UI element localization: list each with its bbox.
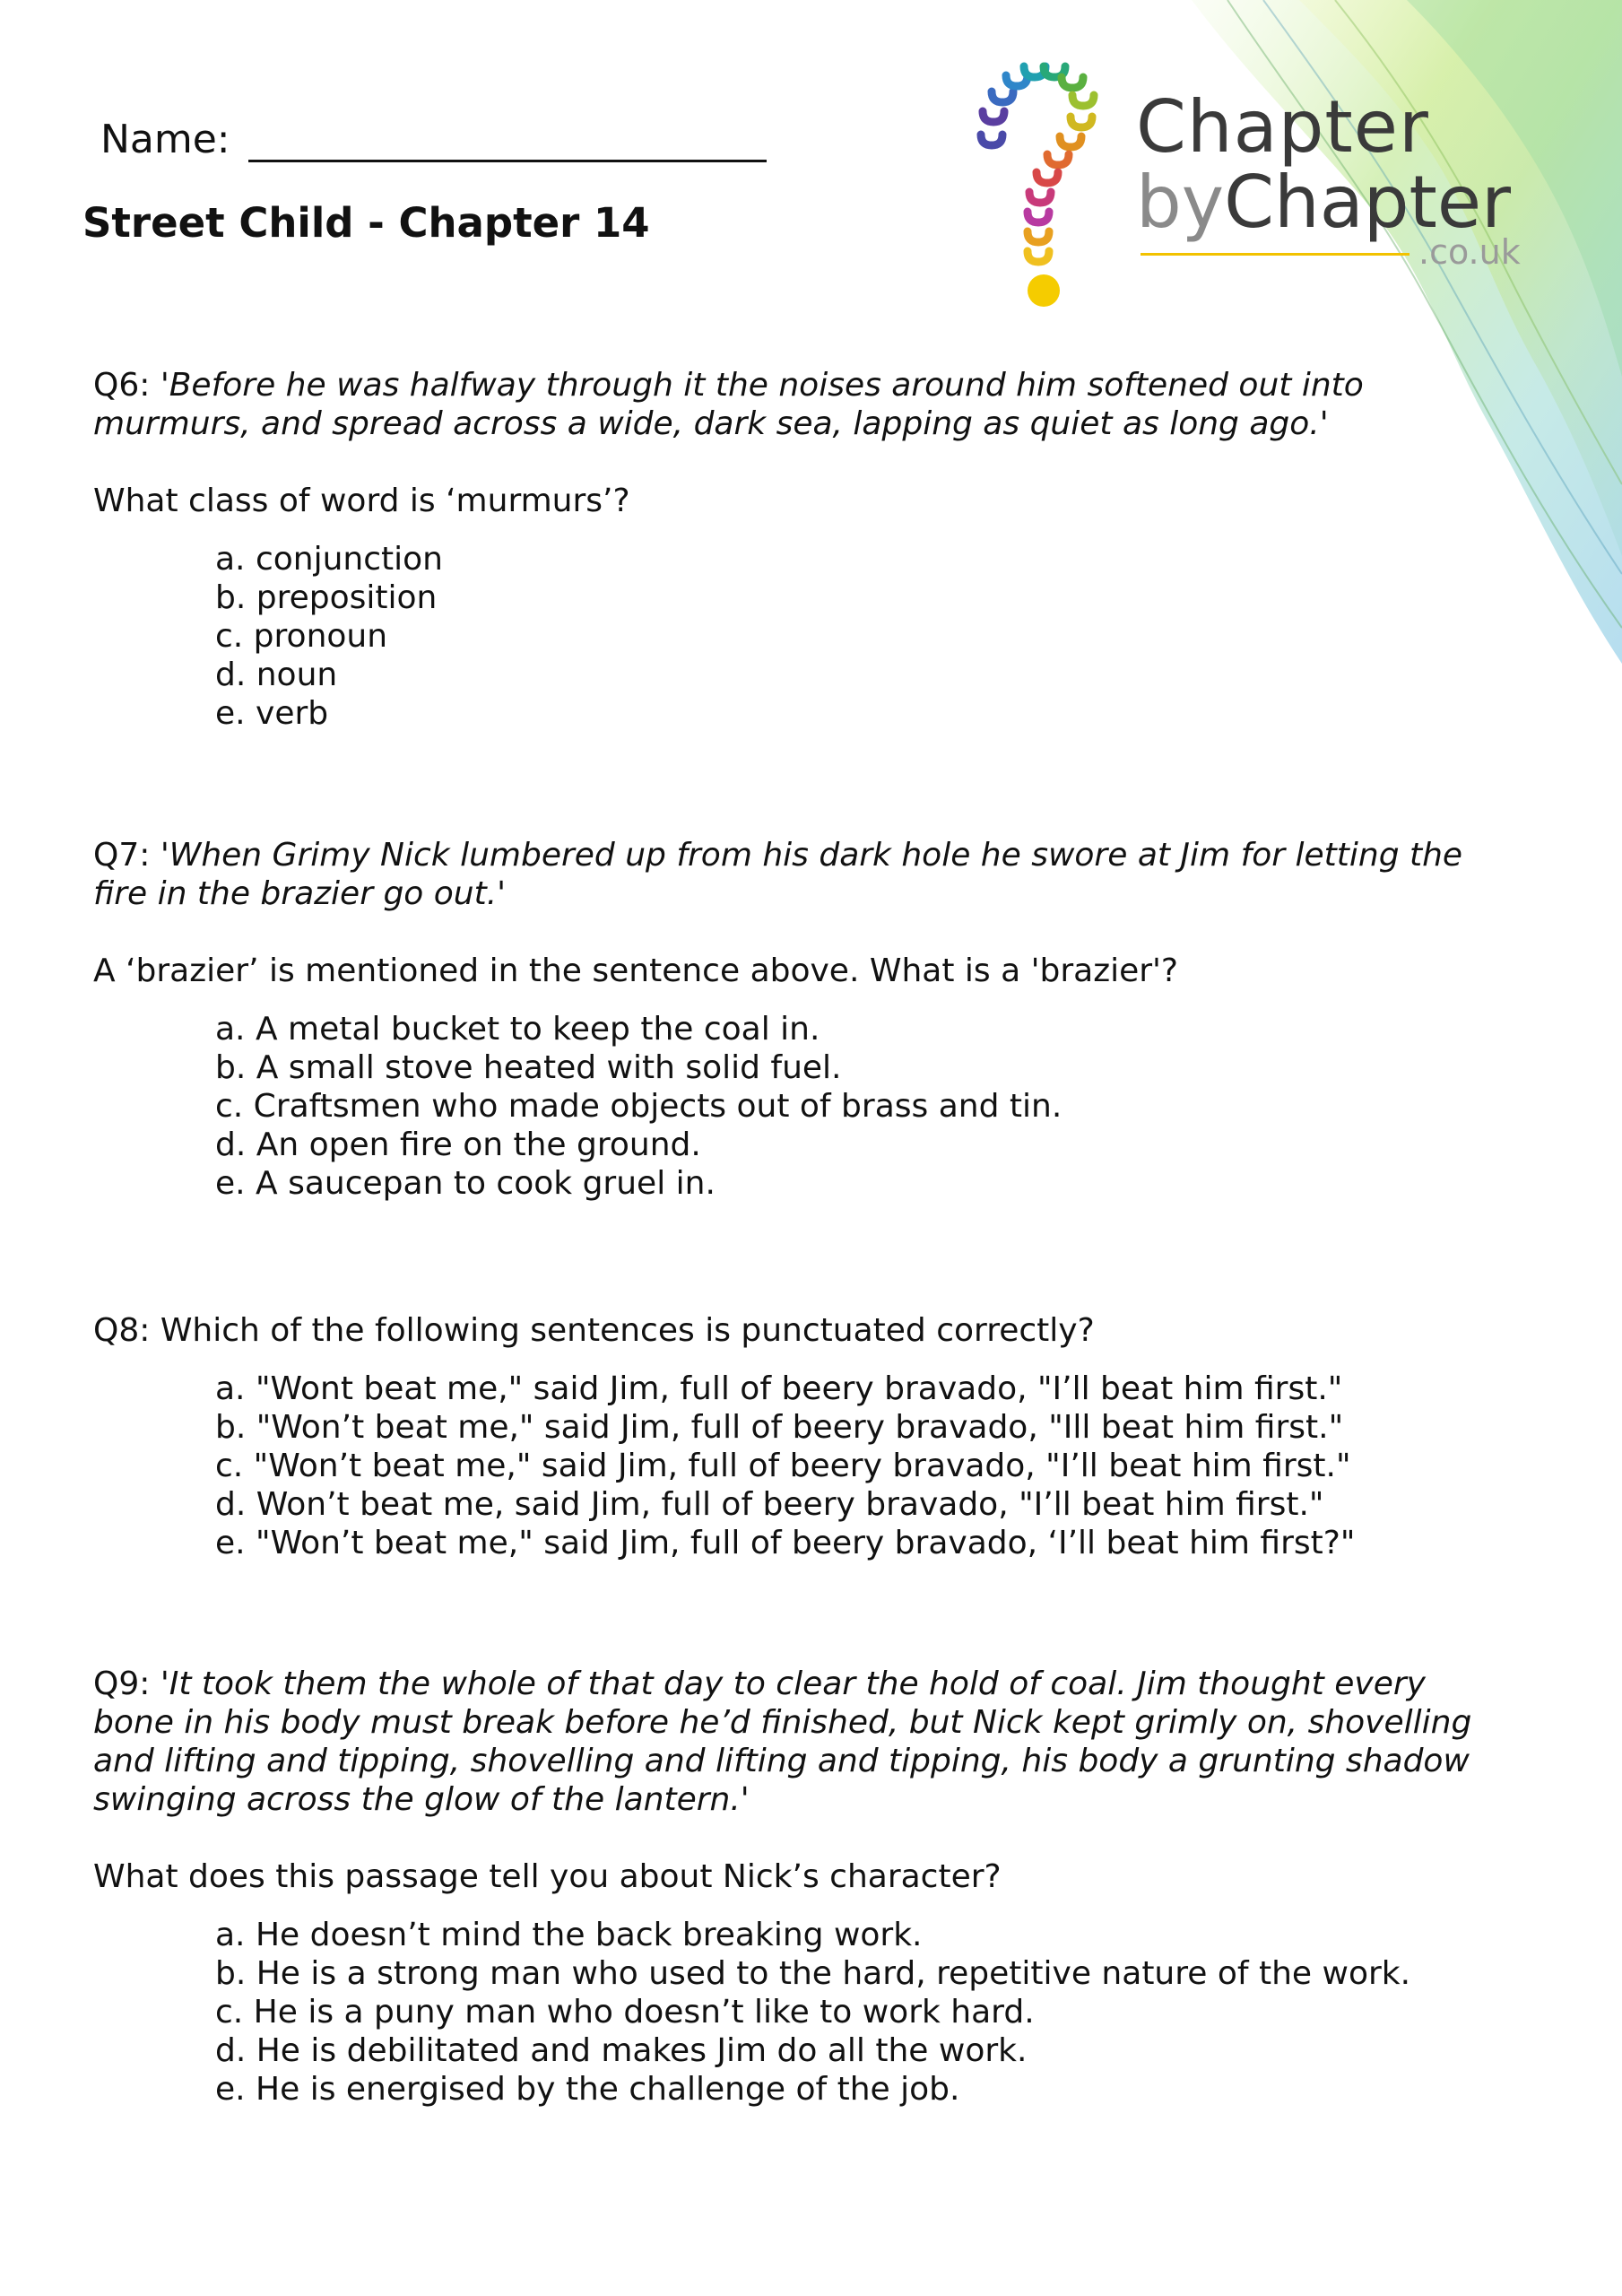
answer-option[interactable]: b. "Won’t beat me," said Jim, full of beery bravado, "Ill beat him first." <box>215 1409 1344 1446</box>
name-field <box>100 117 767 162</box>
answer-options <box>93 1010 1510 1203</box>
logo-domain-suffix: .co.uk <box>1418 232 1521 272</box>
question-9 <box>93 1665 1510 2109</box>
question-stem <box>93 836 1510 913</box>
answer-option[interactable]: a. He doesn’t mind the back breaking work. <box>215 1917 923 1953</box>
answer-options <box>93 540 1510 733</box>
logo-word-chapter-second: Chapter <box>1224 161 1511 244</box>
answer-option[interactable]: a. conjunction <box>215 541 443 578</box>
logo-word-by-chapter <box>1136 161 1511 244</box>
question-6 <box>93 366 1510 733</box>
answer-option[interactable]: a. A metal bucket to keep the coal in. <box>215 1011 820 1048</box>
question-8 <box>93 1311 1510 1562</box>
answer-option[interactable]: d. noun <box>215 657 338 693</box>
question-number: Q8: <box>93 1312 151 1349</box>
question-prompt: What class of word is ‘murmurs’? <box>93 483 630 519</box>
answer-option[interactable]: e. "Won’t beat me," said Jim, full of beery bravado, ‘I’ll beat him first?" <box>215 1525 1356 1561</box>
answer-option[interactable]: d. An open fire on the ground. <box>215 1126 701 1163</box>
question-number: Q9: <box>93 1665 151 1702</box>
answer-option[interactable]: b. He is a strong man who used to the hard, repetitive nature of the work. <box>215 1955 1411 1992</box>
answer-option[interactable]: e. verb <box>215 695 329 732</box>
answer-options <box>93 1370 1510 1562</box>
answer-option[interactable]: c. Craftsmen who made objects out of brass and tin. <box>215 1088 1063 1125</box>
question-7 <box>93 836 1510 1203</box>
question-stem <box>93 1311 1510 1350</box>
answer-option[interactable]: c. "Won’t beat me," said Jim, full of beery bravado, "I’ll beat him first." <box>215 1448 1351 1484</box>
logo-word-by: by <box>1136 161 1225 244</box>
answer-option[interactable]: b. preposition <box>215 579 438 616</box>
answer-option[interactable]: d. Won’t beat me, said Jim, full of beery bravado, "I’ll beat him first." <box>215 1486 1324 1523</box>
question-mark-logo-icon <box>970 56 1114 316</box>
answer-option[interactable]: d. He is debilitated and makes Jim do all the work. <box>215 2032 1028 2069</box>
question-number: Q6: <box>93 367 151 404</box>
question-prompt: A ‘brazier’ is mentioned in the sentence above. What is a 'brazier'? <box>93 952 1179 989</box>
answer-option[interactable]: e. A saucepan to cook gruel in. <box>215 1165 716 1202</box>
question-stem <box>93 1665 1510 1819</box>
chapter-by-chapter-logo <box>970 56 1526 316</box>
name-blank-line[interactable] <box>248 118 767 162</box>
question-quote: 'It took them the whole of that day to clear the hold of coal. Jim thought every bone in his body must break before he’d finished, but Nick kept grimly on, shovelling and lifting and tipping, shovelling and lifting and tipping, his body a grunting shadow swinging across the glow of the lantern.' <box>93 1665 1472 1818</box>
question-number: Q7: <box>93 837 151 874</box>
answer-options <box>93 1916 1510 2109</box>
answer-option[interactable]: a. "Wont beat me," said Jim, full of beery bravado, "I’ll beat him first." <box>215 1370 1343 1407</box>
question-quote: 'When Grimy Nick lumbered up from his dark hole he swore at Jim for letting the fire in the brazier go out.' <box>93 837 1463 912</box>
question-prompt: What does this passage tell you about Nick’s character? <box>93 1858 1002 1895</box>
logo-word-chapter: Chapter <box>1136 85 1429 169</box>
question-stem <box>93 366 1510 443</box>
question-quote: 'Before he was halfway through it the noises around him softened out into murmurs, and spread across a wide, dark sea, lapping as quiet as long ago.' <box>93 367 1364 442</box>
question-prompt: Which of the following sentences is punctuated correctly? <box>160 1312 1095 1349</box>
answer-option[interactable]: b. A small stove heated with solid fuel. <box>215 1049 842 1086</box>
name-label: Name: <box>100 117 230 162</box>
answer-option[interactable]: c. He is a puny man who doesn’t like to work hard. <box>215 1994 1035 2031</box>
logo-underline <box>1141 253 1409 256</box>
page-title: Street Child - Chapter 14 <box>82 199 650 247</box>
answer-option[interactable]: c. pronoun <box>215 618 388 655</box>
answer-option[interactable]: e. He is energised by the challenge of the job. <box>215 2071 960 2108</box>
